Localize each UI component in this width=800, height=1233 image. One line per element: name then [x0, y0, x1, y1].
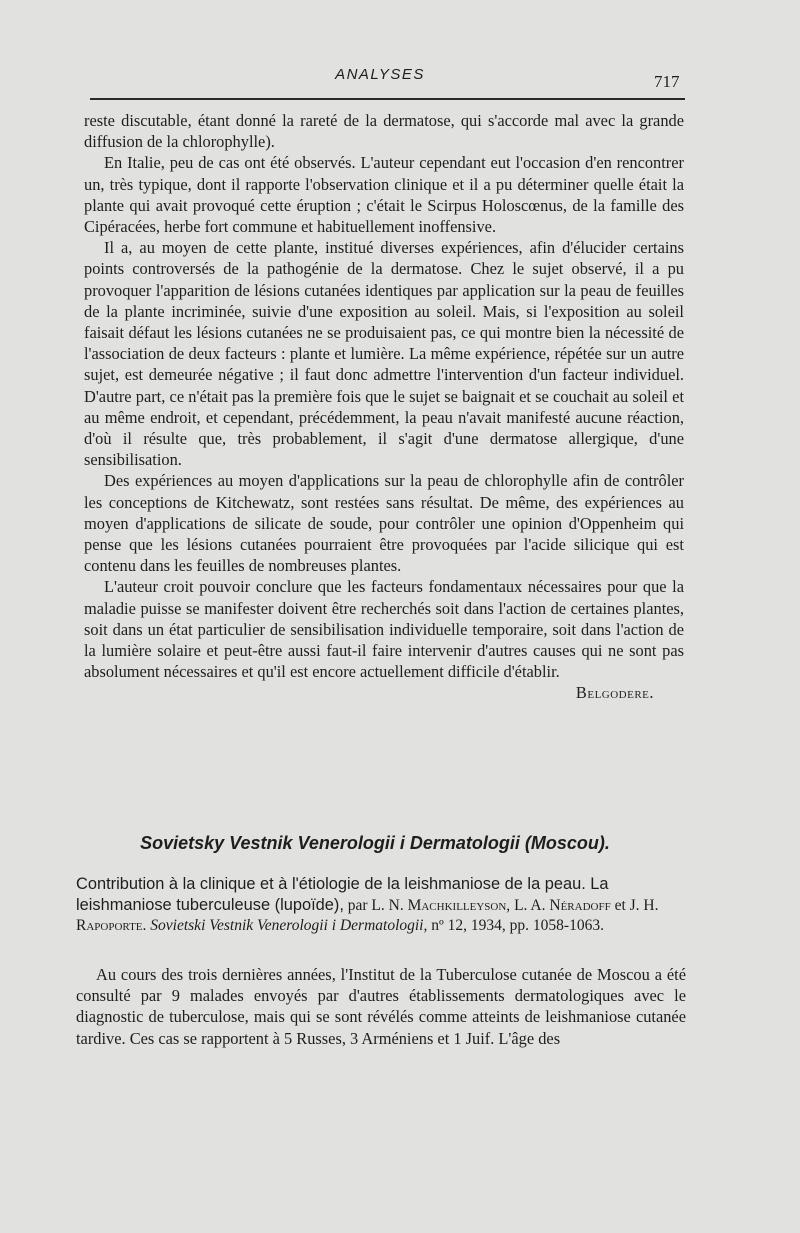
citation: nº 12, 1934, pp. 1058-1063.	[431, 917, 604, 934]
article-title: Contribution à la clinique et à l'étiologie de la leishmaniose de la peau. La leishmaniose tuberculeuse (lupoïde),	[76, 875, 609, 914]
paragraph-1: reste discutable, étant donné la rareté de la dermatose, qui s'accorde mal avec la grande diffusion de la chlorophylle).	[84, 111, 684, 152]
paragraph-4: Des expériences au moyen d'applications sur la peau de chlorophylle afin de contrôler les conceptions de Kitchewatz, sont restées sans résultat. De même, des expériences au moyen d'applications de silicate de soude, pour contrôler une opinion d'Oppenheim qui pense que les lésions cutanées pourraient être provoquées par l'acide silicique qui est contenu dans les feuilles de nombreuses plantes.	[84, 471, 684, 576]
and-word: et	[614, 897, 626, 914]
article-body	[76, 964, 686, 1049]
paragraph-2: En Italie, peu de cas ont été observés. L'auteur cependant eut l'occasion d'en rencontrer un, très typique, dont il rapporte l'observation clinique et il a pu déterminer quelle était la plante qui avait provoqué cette éruption ; c'était le Scirpus Holoscœnus, de la famille des Cipéracées, herbe fort commune et habituellement inoffensive.	[84, 153, 684, 237]
running-title: ANALYSES	[335, 66, 425, 83]
header-rule	[90, 98, 685, 100]
review-body	[84, 110, 684, 704]
author-3: J. H. Rapoporte.	[76, 897, 659, 934]
paragraph-5: L'auteur croit pouvoir conclure que les facteurs fondamentaux nécessaires pour que la maladie puisse se manifester doivent être recherchés soit dans l'action de certaines plantes, soit dans un état particulier de sensibilisation individuelle temporaire, soit dans l'action de la lumière solaire et peut-être aussi faut-il faire intervenir d'autres causes qui ne sont pas absolument nécessaires et qu'il est encore actuellement difficile d'établir.	[84, 577, 684, 682]
paragraph-3: Il a, au moyen de cette plante, institué diverses expériences, afin d'élucider certains points controversés de la pathogénie de la dermatose. Chez le sujet observé, il a pu provoquer l'apparition de lésions cutanées identiques par application sur la peau de feuilles de la plante incriminée, suivie d'une exposition au soleil. Mais, si l'exposition au soleil faisait défaut les lésions cutanées ne se produisaient pas, ce qui montre bien la nécessité de l'association de deux facteurs : plante et lumière. La même expérience, répétée sur un autre sujet, est demeurée négative ; il faut donc admettre l'intervention d'un facteur individuel. D'autre part, ce n'était pas la première fois que le sujet se baignait et se couchait au soleil et au même endroit, et cependant, précédemment, la peau n'avait manifesté aucune réaction, d'où il résulte que, très probablement, il s'agit d'une dermatose allergique, d'une sensibilisation.	[84, 238, 684, 470]
reviewer-signature: Belgodere.	[575, 683, 654, 703]
journal-name: Sovietski Vestnik Venerologii i Dermatologii,	[150, 917, 428, 934]
page-number: 717	[654, 72, 680, 91]
author-1: L. N. Machkilleyson,	[371, 897, 511, 914]
journal-heading: Sovietsky Vestnik Venerologii i Dermatologii (Moscou).	[140, 833, 610, 853]
by-word: par	[347, 897, 368, 914]
author-2: L. A. Néradoff	[514, 897, 611, 914]
article-paragraph-1: Au cours des trois dernières années, l'Institut de la Tuberculose cutanée de Moscou a été consulté par 9 malades envoyés par d'autres établissements dermatologiques avec le diagnostic de tuberculose, mais qui se sont révélés comme atteints de leishmaniose cutanée tardive. Ces cas se rapportent à 5 Russes, 3 Arméniens et 1 Juif. L'âge des	[76, 965, 686, 1048]
article-reference	[76, 874, 686, 936]
